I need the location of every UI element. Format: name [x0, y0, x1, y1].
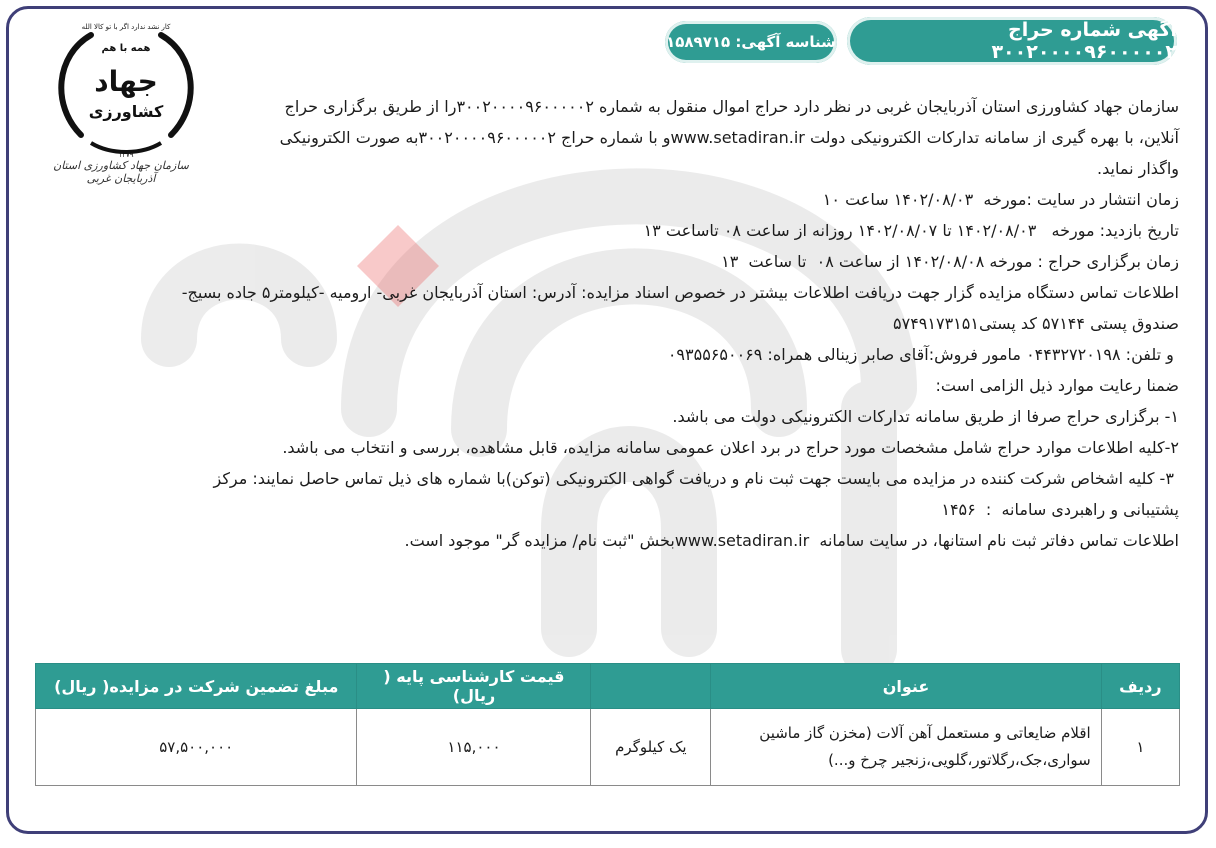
logo-word-keshavarzi: کشاورزی: [88, 102, 164, 121]
logo-together-text: همه با هم: [101, 43, 151, 54]
logo-word-jahad: جهاد: [94, 65, 158, 98]
body-line: زمان برگزاری حراج : مورخه ۱۴۰۲/۰۸/۰۸ از ساعت ۰۸ تا ساعت ۱۳: [721, 252, 1179, 271]
body-line: سازمان جهاد کشاورزی استان آذربایجان غربی در نظر دارد حراج اموال منقول به شماره ۳۰۰۲۰۰۰۰۹۶۰۰۰۰۰۲را از طریق برگزاری حراج: [284, 97, 1179, 116]
cell-unit: یک کیلوگرم: [591, 709, 711, 786]
body-line: ۳- کلیه اشخاص شرکت کننده در مزایده می بایست جهت ثبت نام و دریافت گواهی الکترونیکی (توکن)با شماره های ذیل تماس حاصل نمایند: مرکز: [213, 469, 1179, 488]
cell-title: [711, 709, 1101, 786]
body-line: ضمنا رعایت موارد ذیل الزامی است:: [935, 376, 1179, 395]
cell-base-price: ۱۱۵,۰۰۰: [357, 709, 591, 786]
header-row-no: ردیف: [1101, 664, 1179, 709]
auction-number-badge: [847, 17, 1177, 65]
body-line: واگذار نماید.: [1097, 159, 1179, 178]
body-line: پشتیبانی و راهبردی سامانه : ۱۴۵۶: [941, 500, 1179, 519]
body-line: زمان انتشار در سایت :مورخه ۱۴۰۲/۰۸/۰۳ ساعت ۱۰: [822, 190, 1179, 209]
table-header-row: [36, 664, 1180, 709]
logo-top-arc-text: کار نشد ندارد اگر با تو کالا الله: [81, 23, 171, 31]
cell-row-no: ۱: [1101, 709, 1179, 786]
notice-frame: [6, 6, 1208, 834]
header-title: عنوان: [711, 664, 1101, 709]
header-unit: [591, 664, 711, 709]
body-line: ۲-کلیه اطلاعات موارد حراج شامل مشخصات مورد حراج در برد اعلان عمومی سامانه مزایده، قابل مشاهده، بررسی و انتخاب می باشد.: [282, 438, 1179, 457]
body-line: صندوق پستی ۵۷۱۴۴ کد پستی۵۷۴۹۱۷۳۱۵۱: [893, 314, 1179, 333]
header-deposit: مبلغ تضمین شرکت در مزایده( ریال): [36, 664, 357, 709]
body-line: ۱- برگزاری حراج صرفا از طریق سامانه تدارکات الکترونیکی دولت می باشد.: [672, 407, 1179, 426]
table-row: [36, 709, 1180, 786]
notice-id-badge: [665, 21, 837, 63]
cell-title-line: سواری،جک،رگلاتور،گلویی،زنجیر چرخ و...): [828, 751, 1091, 769]
body-line: اطلاعات تماس دستگاه مزایده گزار جهت دریافت اطلاعات بیشتر در خصوص اسناد مزایده: آدرس: استان آذربایجان غربی- ارومیه -کیلومتر۵ جاده بسیج-: [181, 283, 1179, 302]
cell-title-line: اقلام ضایعاتی و مستعمل آهن آلات (مخزن گاز ماشین: [759, 724, 1091, 742]
body-line: اطلاعات تماس دفاتر ثبت نام استانها، در سایت سامانه www.setadiran.irبخش "ثبت نام/ مزایده گر" موجود است.: [404, 531, 1179, 550]
notice-body: [37, 91, 1179, 556]
header-base-price: قیمت کارشناسی پایه ( ریال): [357, 664, 591, 709]
body-line: تاریخ بازدید: مورخه ۱۴۰۲/۰۸/۰۳ تا ۱۴۰۲/۰۸/۰۷ روزانه از ساعت ۰۸ تاساعت ۱۳: [643, 221, 1179, 240]
body-line: آنلاین، با بهره گیری از سامانه تدارکات الکترونیکی دولت www.setadiran.irو با شماره حراج ۳۰۰۲۰۰۰۰۹۶۰۰۰۰۰۲به صورت الکترونیکی: [279, 128, 1179, 147]
body-line: و تلفن: ۰۴۴۳۲۷۲۰۱۹۸ مامور فروش:آقای صابر زینالی همراه: ۰۹۳۵۵۶۵۰۰۶۹: [667, 345, 1179, 364]
cell-deposit: ۵۷,۵۰۰,۰۰۰: [36, 709, 357, 786]
auction-number-label: آگهی شماره حراج ۳۰۰۲۰۰۰۰۹۶۰۰۰۰۰۲: [991, 19, 1177, 63]
items-table: [35, 663, 1180, 786]
notice-id-label: شناسه آگهی: ۱۵۸۹۷۱۵: [666, 33, 836, 51]
logo-year: ۱۳۷۹: [118, 151, 134, 159]
logo-caption: سازمان جهاد کشاورزی استان آذربایجان غربی: [53, 159, 189, 185]
